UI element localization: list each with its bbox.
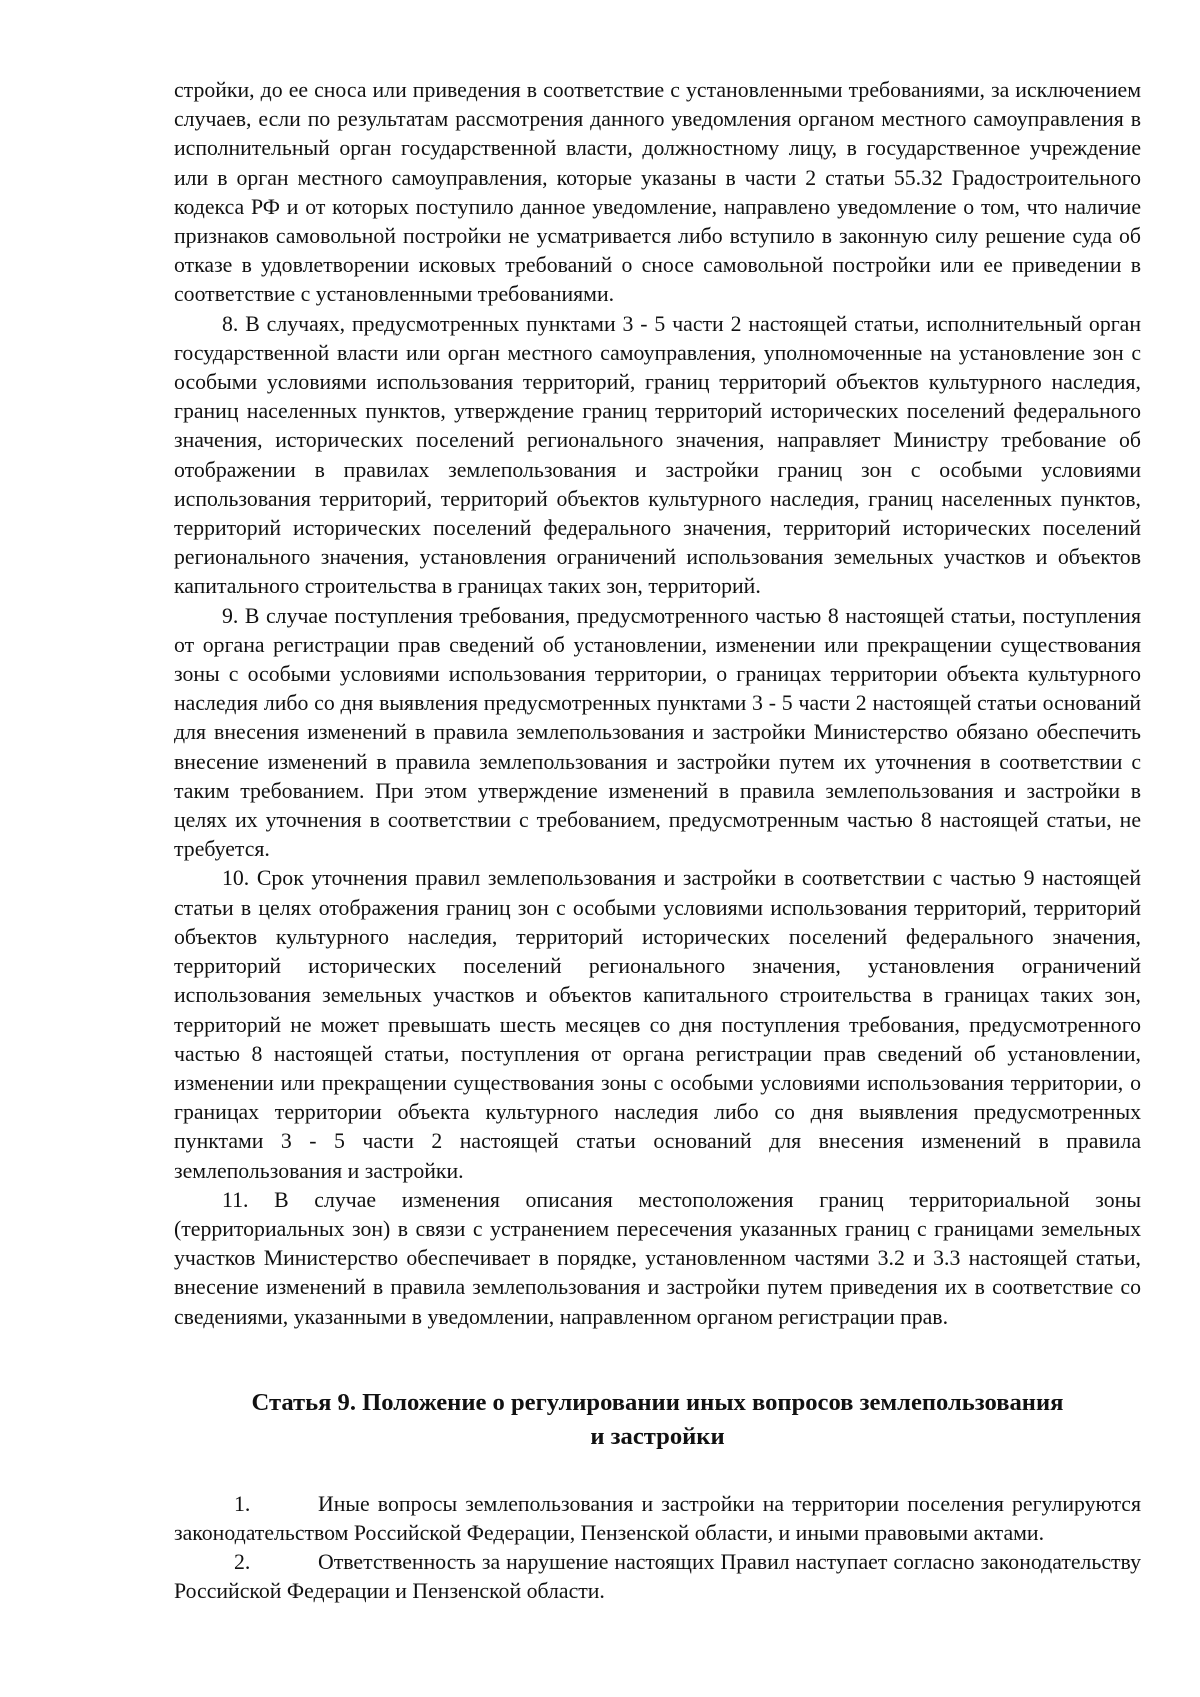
document-page (174, 76, 1141, 1607)
item-text: Ответственность за нарушение настоящих Правил наступает согласно законодательству Российской Федерации и Пензенской области. (174, 1550, 1141, 1604)
paragraph-8: 8. В случаях, предусмотренных пунктами 3 - 5 части 2 настоящей статьи, исполнительный орган государственной власти или орган местного самоуправления, уполномоченные на установление зон с особыми условиями использования территорий, границ территорий объектов культурного наследия, границ населенных пунктов, утверждение границ территорий исторических поселений федерального значения, исторических поселений регионального значения, направляет Министру требование об отображении в правилах землепользования и застройки границ зон с особыми условиями использования территорий, территорий объектов культурного наследия, границ населенных пунктов, территорий исторических поселений федерального значения, территорий исторических поселений регионального значения, установления ограничений использования земельных участков и объектов капитального строительства в границах таких зон, территорий. (174, 311, 1141, 599)
item-number: 2. (234, 1550, 251, 1575)
paragraph-10: 10. Срок уточнения правил землепользования и застройки в соответствии с частью 9 настоящей статьи в целях отображения границ зон с особыми условиями использования территорий, территорий объектов культурного наследия, территорий исторических поселений федерального значения, территорий исторических поселений регионального значения, установления ограничений использования земельных участков и объектов капитального строительства в границах таких зон, территорий не может превышать шесть месяцев со дня поступления требования, предусмотренного частью 8 настоящей статьи, поступления от органа регистрации прав сведений об установлении, изменении или прекращении существования зоны с особыми условиями использования территории, о границах территории объекта культурного наследия либо со дня выявления предусмотренных пунктами 3 - 5 части 2 настоящей статьи оснований для внесения изменений в правила землепользования и застройки. (174, 866, 1141, 1183)
numbered-item-1 (174, 1490, 1141, 1548)
numbered-item-2 (174, 1548, 1141, 1606)
paragraph-11: 11. В случае изменения описания местоположения границ территориальной зоны (территориальных зон) в связи с устранением пересечения указанных границ с границами земельных участков Министерство обеспечивает в порядке, установленном частями 3.2 и 3.3 настоящей статьи, внесение изменений в правила землепользования и застройки путем приведения их в соответствие со сведениями, указанными в уведомлении, направленном органом регистрации прав. (174, 1187, 1141, 1329)
article-heading (174, 1386, 1141, 1454)
paragraph-9: 9. В случае поступления требования, предусмотренного частью 8 настоящей статьи, поступления от органа регистрации прав сведений об установлении, изменении или прекращении существования зоны с особыми условиями использования территории, о границах территории объекта культурного наследия либо со дня выявления предусмотренных пунктами 3 - 5 части 2 настоящей статьи оснований для внесения изменений в правила землепользования и застройки Министерство обязано обеспечить внесение изменений в правила землепользования и застройки путем их уточнения в соответствии с таким требованием. При этом утверждение изменений в правила землепользования и застройки в целях их уточнения в соответствии с требованием, предусмотренным частью 8 настоящей статьи, не требуется. (174, 603, 1141, 862)
paragraph-continuation: стройки, до ее сноса или приведения в соответствие с установленными требованиями, за исключением случаев, если по результатам рассмотрения данного уведомления органом местного самоуправления в исполнительный орган государственной власти, должностному лицу, в государственное учреждение или в орган местного самоуправления, которые указаны в части 2 статьи 55.32 Градостроительного кодекса РФ и от которых поступило данное уведомление, направлено уведомление о том, что наличие признаков самовольной постройки не усматривается либо вступило в законную силу решение суда об отказе в удовлетворении исковых требований о сносе самовольной постройки или ее приведении в соответствие с установленными требованиями. (174, 78, 1141, 307)
item-text: Иные вопросы землепользования и застройки на территории поселения регулируются законодательством Российской Федерации, Пензенской области, и иными правовыми актами. (174, 1491, 1141, 1545)
article-heading-line1: Статья 9. Положение о регулировании иных вопросов землепользования (251, 1388, 1064, 1416)
article-heading-line2: и застройки (590, 1422, 725, 1450)
item-number: 1. (234, 1491, 251, 1516)
